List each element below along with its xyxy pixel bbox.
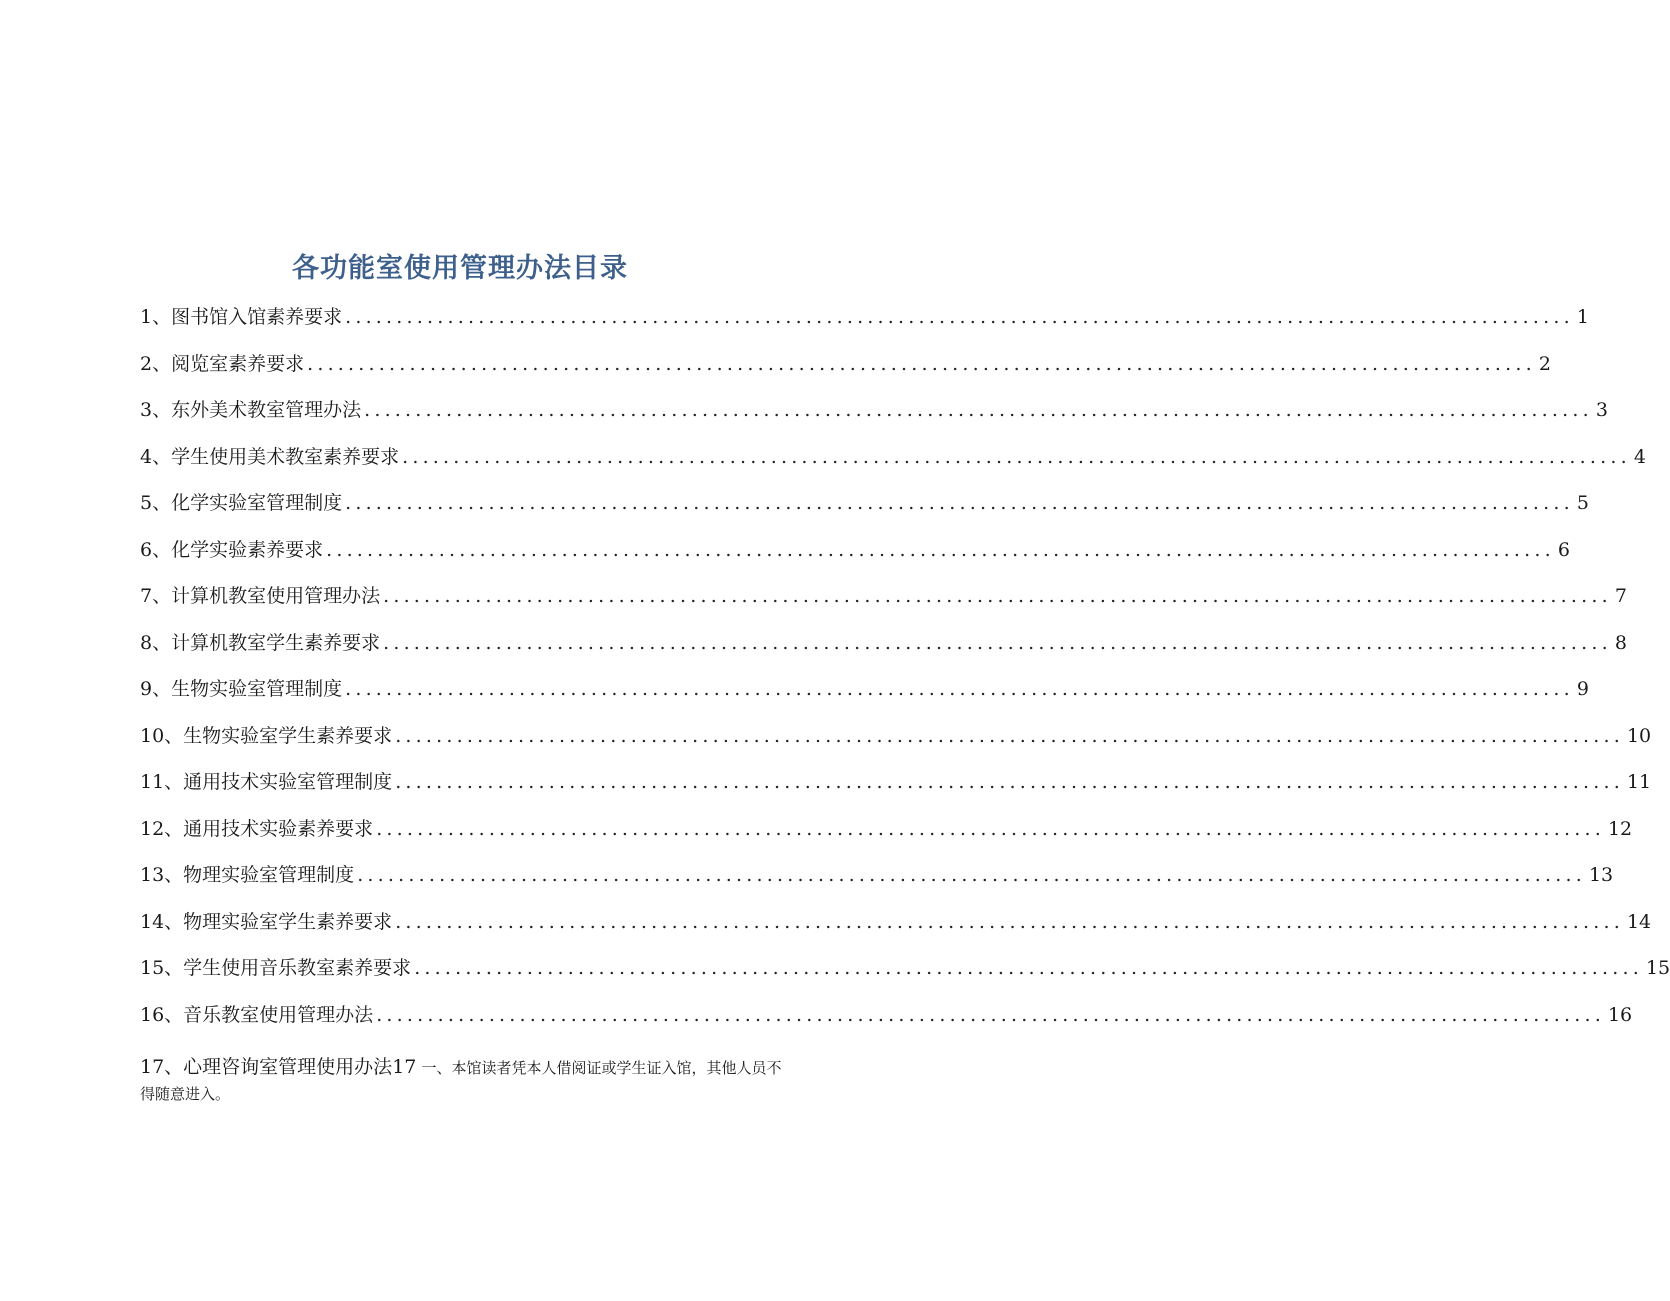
toc-dot-leader: ........................................................................................................................ [395,724,1624,747]
toc-entry-page: 2 [1538,352,1551,375]
table-of-contents [140,302,1670,1046]
toc-entry-page: 1 [1576,306,1589,328]
toc-entry-page: 5 [1576,492,1589,514]
toc-entry-last [140,1054,790,1107]
toc-entry-label: 5、化学实验室管理制度 [140,492,343,514]
toc-entry [140,395,1608,442]
toc-entry [140,581,1627,628]
toc-dot-leader: ........................................................................................................................ [376,817,1605,840]
toc-entry-label: 10、生物实验室学生素养要求 [140,724,393,747]
toc-entry [140,721,1652,768]
toc-dot-leader: ........................................................................................................................ [395,771,1624,793]
toc-entry [140,1000,1633,1047]
toc-entry [140,442,1646,489]
toc-entry-page: 8 [1614,631,1627,654]
toc-entry-label: 13、物理实验室管理制度 [140,864,355,886]
toc-entry-page: 11 [1626,771,1652,793]
toc-dot-leader: ........................................................................................................................ [357,864,1586,886]
body-paragraph: 一、本馆读者凭本人借阅证或学生证入馆，其他人员不得随意进入。 [140,1059,782,1103]
toc-entry-page: 15 [1645,957,1670,979]
toc-entry [140,302,1589,349]
toc-entry [140,767,1652,814]
toc-dot-leader: ........................................................................................................................ [383,585,1612,607]
toc-dot-leader: ........................................................................................................................ [376,1003,1605,1026]
page-title: 各功能室使用管理办法目录 [292,253,628,285]
toc-entry-page: 16 [1607,1003,1633,1026]
toc-entry [140,349,1551,396]
toc-entry [140,535,1570,582]
toc-entry-page: 13 [1588,864,1614,886]
toc-entry-label: 17、心理咨询室管理使用办法 [140,1056,393,1078]
toc-dot-leader: ........................................................................................................................ [326,538,1555,561]
toc-entry [140,907,1652,954]
toc-entry-page: 3 [1595,399,1608,421]
toc-entry-page: 14 [1626,910,1652,933]
toc-dot-leader: ........................................................................................................................ [345,306,1574,328]
toc-entry-label: 14、物理实验室学生素养要求 [140,910,393,933]
toc-entry-label: 15、学生使用音乐教室素养要求 [140,957,412,979]
toc-entry-label: 11、通用技术实验室管理制度 [140,771,393,793]
toc-entry-label: 3、东外美术教室管理办法 [140,399,362,421]
toc-entry-page: 17 [392,1056,417,1078]
toc-entry-label: 7、计算机教室使用管理办法 [140,585,381,607]
toc-dot-leader: ........................................................................................................................ [345,492,1574,514]
toc-entry-page: 4 [1633,445,1646,468]
toc-entry-page: 9 [1576,678,1589,700]
toc-entry-label: 9、生物实验室管理制度 [140,678,343,700]
toc-dot-leader: ........................................................................................................................ [402,445,1631,468]
toc-entry-label: 2、阅览室素养要求 [140,352,305,375]
toc-entry-page: 6 [1557,538,1570,561]
toc-entry [140,953,1670,1000]
toc-entry-label: 4、学生使用美术教室素养要求 [140,445,400,468]
toc-entry [140,860,1614,907]
toc-entry-label: 6、化学实验素养要求 [140,538,324,561]
toc-dot-leader: ........................................................................................................................ [414,957,1643,979]
toc-entry-label: 12、通用技术实验素养要求 [140,817,374,840]
toc-entry-page: 10 [1626,724,1652,747]
toc-entry [140,488,1589,535]
toc-entry-page: 7 [1614,585,1627,607]
toc-entry-page: 12 [1607,817,1633,840]
toc-entry [140,628,1627,675]
toc-dot-leader: ........................................................................................................................ [395,910,1624,933]
toc-entry [140,814,1633,861]
toc-dot-leader: ........................................................................................................................ [345,678,1574,700]
toc-entry-label: 1、图书馆入馆素养要求 [140,306,343,328]
toc-entry-label: 16、音乐教室使用管理办法 [140,1003,374,1026]
toc-entry-label: 8、计算机教室学生素养要求 [140,631,381,654]
toc-dot-leader: ........................................................................................................................ [307,352,1536,375]
toc-dot-leader: ........................................................................................................................ [364,399,1593,421]
toc-entry [140,674,1589,721]
toc-dot-leader: ........................................................................................................................ [383,631,1612,654]
